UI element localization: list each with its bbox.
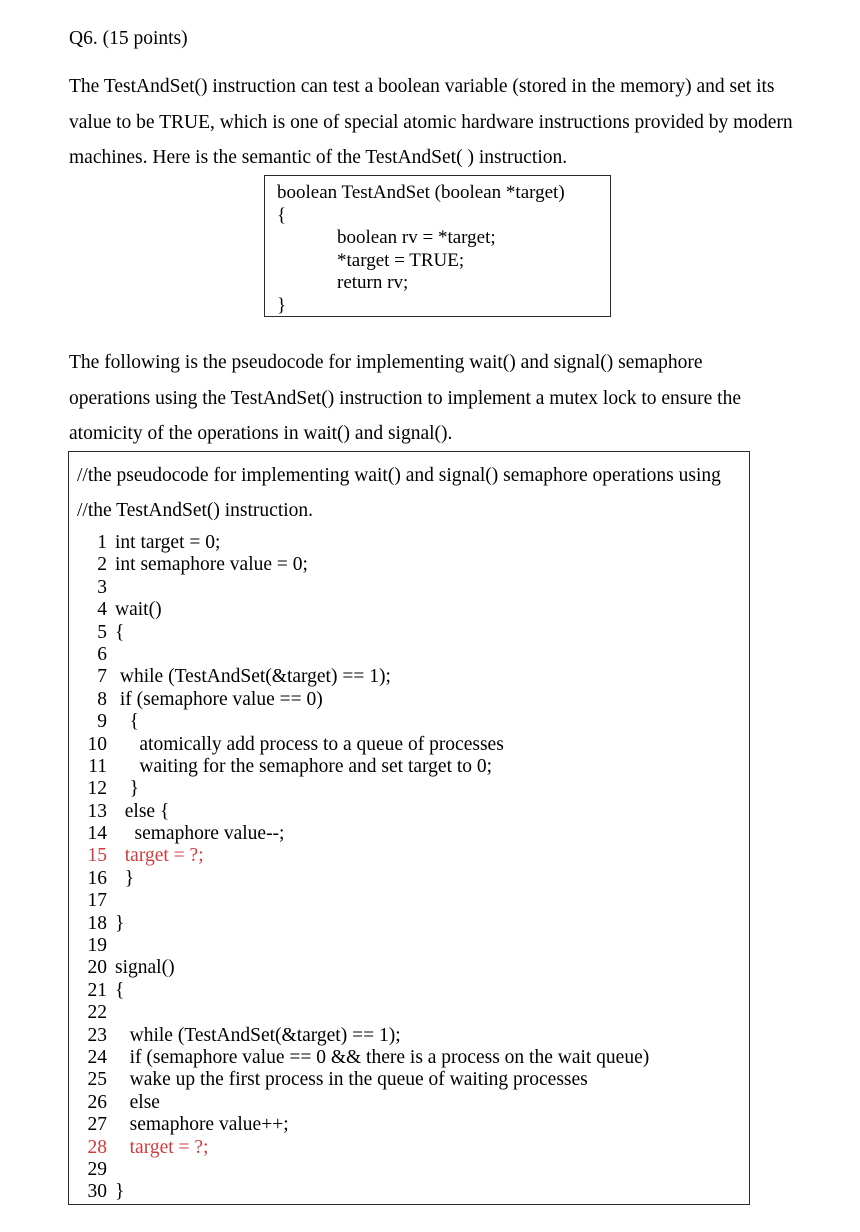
pseudocode-line-number: 18 (87, 912, 107, 934)
pseudocode-line-code: wake up the first process in the queue of waiting processes (115, 1069, 588, 1091)
pseudocode-line-number: 3 (97, 576, 107, 598)
pseudocode-line (75, 1069, 649, 1091)
pseudocode-line (75, 689, 649, 711)
middle-paragraph: The following is the pseudocode for implementing wait() and signal() semaphore operations using the TestAndSet() instruction to implement a mutex lock to ensure the atomicity of the operations in wait() and signal(). (69, 352, 741, 444)
pseudocode-line-number: 27 (87, 1114, 107, 1136)
pseudocode-line-code: atomically add process to a queue of processes (115, 733, 504, 755)
pseudocode-line (75, 801, 649, 823)
pseudocode-comment: //the TestAndSet() instruction. (77, 500, 314, 521)
pseudocode-line (75, 1025, 649, 1047)
pseudocode-line-number: 22 (87, 1002, 107, 1024)
testandset-code-line: { (277, 204, 287, 226)
pseudocode-line-code: { (115, 711, 139, 733)
pseudocode-line-code: waiting for the semaphore and set target to 0; (115, 755, 493, 777)
pseudocode-line (75, 666, 649, 688)
pseudocode-line-number: 29 (87, 1158, 107, 1180)
pseudocode-line (75, 554, 649, 576)
testandset-code-line: } (277, 294, 287, 316)
pseudocode-line-number: 13 (87, 800, 107, 822)
testandset-code-lines (277, 182, 565, 317)
pseudocode-line (75, 823, 649, 845)
pseudocode-line (75, 1181, 649, 1203)
pseudocode-line-code: signal() (115, 957, 175, 979)
pseudocode-line-number: 23 (87, 1024, 107, 1046)
pseudocode-line-number: 12 (87, 778, 107, 800)
pseudocode-line (75, 532, 649, 554)
pseudocode-line-number: 19 (87, 935, 107, 957)
pseudocode-line (75, 1159, 649, 1181)
pseudocode-line-code: { (115, 621, 125, 643)
pseudocode-line-number: 9 (97, 711, 107, 733)
pseudocode-line (75, 756, 649, 778)
pseudocode-comments (77, 458, 737, 528)
pseudocode-line-number: 14 (87, 823, 107, 845)
testandset-code-box (264, 175, 611, 317)
pseudocode-line-code: else { (115, 800, 170, 822)
pseudocode-line (75, 1114, 649, 1136)
pseudocode-line-number: 25 (87, 1069, 107, 1091)
pseudocode-line (75, 711, 649, 733)
pseudocode-line-number: 26 (87, 1091, 107, 1113)
pseudocode-line-code: } (115, 867, 135, 889)
testandset-code-line: boolean TestAndSet (boolean *target) (277, 182, 565, 203)
pseudocode-line (75, 1092, 649, 1114)
pseudocode-lines (75, 532, 649, 1204)
pseudocode-line-code: int target = 0; (115, 532, 221, 553)
pseudocode-line-code: } (115, 1181, 125, 1203)
page-title: Q6. (15 points) (69, 28, 188, 49)
pseudocode-line (75, 868, 649, 890)
testandset-code-line: boolean rv = *target; (337, 227, 496, 248)
pseudocode-line (75, 913, 649, 935)
pseudocode-line-number: 11 (88, 755, 107, 777)
pseudocode-line-number: 8 (97, 688, 107, 710)
pseudocode-line-code: wait() (115, 599, 162, 621)
pseudocode-line-number: 24 (87, 1046, 107, 1068)
pseudocode-line-number: 28 (87, 1136, 107, 1158)
pseudocode-line (75, 599, 649, 621)
pseudocode-line-code: target = ?; (115, 1136, 209, 1158)
pseudocode-line (75, 935, 649, 957)
pseudocode-line-number: 5 (97, 621, 107, 643)
pseudocode-comment: //the pseudocode for implementing wait() and signal() semaphore operations using (77, 465, 721, 486)
pseudocode-line-code: target = ?; (115, 845, 204, 867)
intro-paragraph: The TestAndSet() instruction can test a boolean variable (stored in the memory) and set its value to be TRUE, which is one of special atomic hardware instructions provided by modern machines. Here is the semantic of the TestAndSet( ) instruction. (69, 76, 793, 168)
pseudocode-line-number: 21 (87, 979, 107, 1001)
pseudocode-line-code: int semaphore value = 0; (115, 554, 308, 576)
pseudocode-line (75, 1047, 649, 1069)
pseudocode-line-number: 30 (87, 1181, 107, 1203)
pseudocode-line (75, 980, 649, 1002)
pseudocode-line (75, 577, 649, 599)
pseudocode-line-code: else (115, 1091, 160, 1113)
pseudocode-line-number: 15 (87, 845, 107, 867)
pseudocode-line-number: 1 (97, 532, 107, 553)
pseudocode-line (75, 644, 649, 666)
pseudocode-line-code: { (115, 979, 125, 1001)
pseudocode-line (75, 1002, 649, 1024)
pseudocode-line (75, 845, 649, 867)
pseudocode-line (75, 622, 649, 644)
pseudocode-line-number: 16 (87, 867, 107, 889)
pseudocode-line-number: 7 (97, 666, 107, 688)
pseudocode-line-code: while (TestAndSet(&target) == 1); (115, 1024, 401, 1046)
pseudocode-line (75, 957, 649, 979)
testandset-code-line: *target = TRUE; (337, 249, 465, 271)
pseudocode-line-code: } (115, 778, 139, 800)
pseudocode-line-code: if (semaphore value == 0 && there is a process on the wait queue) (115, 1046, 650, 1068)
pseudocode-line-number: 4 (97, 599, 107, 621)
testandset-code-line: return rv; (337, 272, 409, 293)
pseudocode-line (75, 890, 649, 912)
pseudocode-line-code: semaphore value--; (115, 823, 285, 845)
pseudocode-line (75, 1137, 649, 1159)
pseudocode-line-number: 6 (97, 643, 107, 665)
pseudocode-line-number: 2 (97, 554, 107, 576)
pseudocode-line-number: 17 (87, 890, 107, 912)
pseudocode-line-code: } (115, 912, 125, 934)
pseudocode-line (75, 734, 649, 756)
pseudocode-line (75, 778, 649, 800)
pseudocode-line-code: semaphore value++; (115, 1114, 289, 1136)
pseudocode-box (68, 451, 750, 1205)
pseudocode-line-number: 20 (87, 957, 107, 979)
pseudocode-line-code: while (TestAndSet(&target) == 1); (115, 666, 391, 688)
pseudocode-line-code: if (semaphore value == 0) (115, 688, 323, 710)
pseudocode-line-number: 10 (87, 733, 107, 755)
